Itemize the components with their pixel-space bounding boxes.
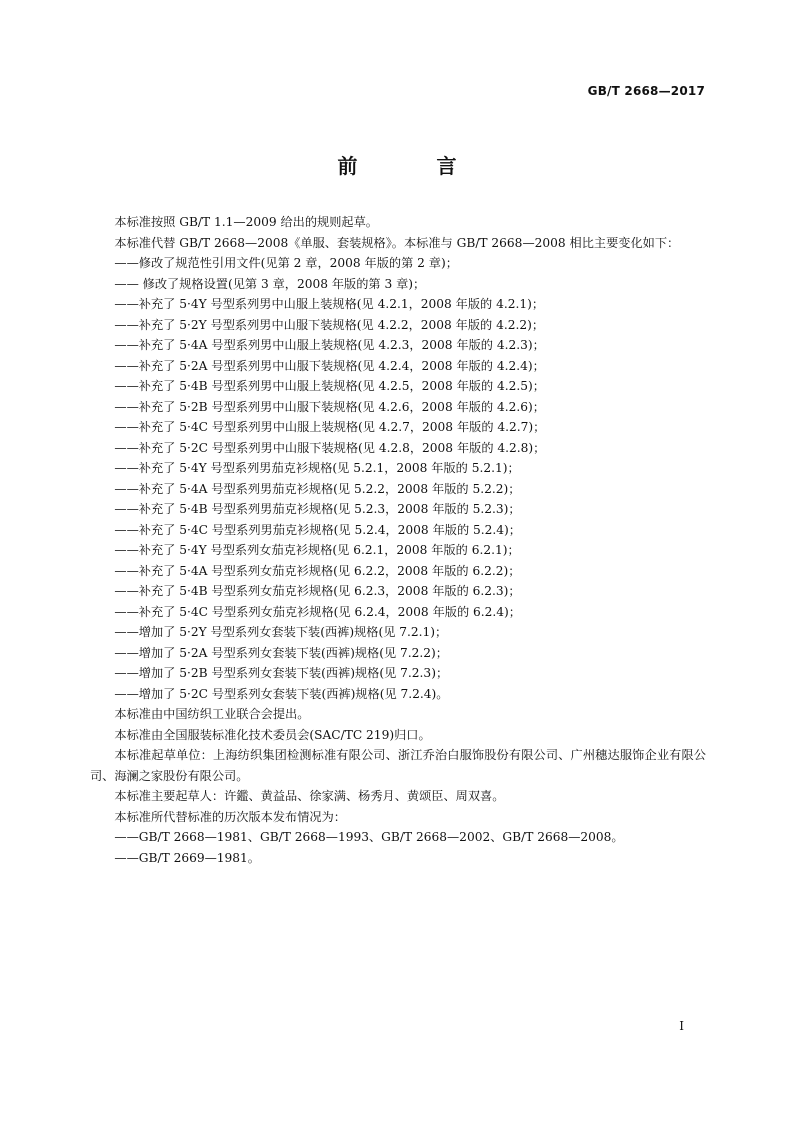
paragraph-committee: 本标准由全国服装标准化技术委员会(SAC/TC 219)归口。 (114, 727, 431, 742)
change-item: ——补充了 5·4A 号型系列女茄克衫规格(见 6.2.2，2008 年版的 6.2.2)； (114, 563, 521, 578)
standard-number: GB/T 2668—2017 (587, 84, 705, 98)
change-item: ——补充了 5·4A 号型系列男茄克衫规格(见 5.2.2，2008 年版的 5.2.2)； (114, 481, 521, 496)
page-title: 前 言 (337, 154, 493, 178)
change-item: ——补充了 5·4B 号型系列男茄克衫规格(见 5.2.3，2008 年版的 5.2.3)； (114, 502, 521, 516)
change-item: —— 修改了规格设置(见第 3 章，2008 年版的第 3 章)； (114, 276, 426, 291)
foreword-body (90, 212, 706, 868)
change-item: ——补充了 5·4C 号型系列女茄克衫规格(见 6.2.4，2008 年版的 6.2.4)； (114, 604, 521, 619)
history-list (90, 827, 706, 868)
paragraph-drafters: 本标准主要起草人：许鑑、黄益品、徐家满、杨秀月、黄颂臣、周双喜。 (114, 789, 505, 803)
change-item: ——增加了 5·2C 号型系列女套装下装(西裤)规格(见 7.2.4)。 (114, 686, 449, 701)
change-item: ——补充了 5·2Y 号型系列男中山服下装规格(见 4.2.2，2008 年版的 4.2.2)； (114, 317, 545, 332)
paragraph-proposer: 本标准由中国纺织工业联合会提出。 (114, 707, 310, 721)
change-item: ——补充了 5·4Y 号型系列男中山服上装规格(见 4.2.1，2008 年版的 4.2.1)； (114, 297, 545, 311)
history-item: ——GB/T 2669—1981。 (114, 850, 260, 865)
change-item: ——增加了 5·2Y 号型系列女套装下装(西裤)规格(见 7.2.1)； (114, 625, 448, 639)
change-item: ——补充了 5·2C 号型系列男中山服下装规格(见 4.2.8，2008 年版的 4.2.8)； (114, 440, 546, 455)
change-item: ——补充了 5·4Y 号型系列女茄克衫规格(见 6.2.1，2008 年版的 6.2.1)； (114, 543, 520, 557)
changes-list (90, 253, 706, 704)
change-item: ——补充了 5·4B 号型系列男中山服上装规格(见 4.2.5，2008 年版的 4.2.5)； (114, 379, 545, 393)
change-item: ——补充了 5·2A 号型系列男中山服下装规格(见 4.2.4，2008 年版的 4.2.4)； (114, 358, 545, 373)
change-item: ——补充了 5·4Y 号型系列男茄克衫规格(见 5.2.1，2008 年版的 5.2.1)； (114, 461, 520, 475)
paragraph-drafting-units: 本标准起草单位：上海纺织集团检测标准有限公司、浙江乔治白服饰股份有限公司、广州穗达服饰企业有限公司、海澜之家股份有限公司。 (90, 748, 706, 783)
change-item: ——补充了 5·4C 号型系列男茄克衫规格(见 5.2.4，2008 年版的 5.2.4)； (114, 522, 521, 537)
change-item: ——增加了 5·2A 号型系列女套装下装(西裤)规格(见 7.2.2)； (114, 645, 448, 660)
change-item: ——补充了 5·4B 号型系列女茄克衫规格(见 6.2.3，2008 年版的 6.2.3)； (114, 584, 521, 598)
paragraph-replaces: 本标准代替 GB/T 2668—2008《单服、套装规格》。本标准与 GB/T 2668—2008 相比主要变化如下： (114, 235, 680, 250)
history-item: ——GB/T 2668—1981、GB/T 2668—1993、GB/T 2668—2002、GB/T 2668—2008。 (114, 830, 624, 844)
change-item: ——修改了规范性引用文件(见第 2 章，2008 年版的第 2 章)； (114, 256, 458, 270)
change-item: ——补充了 5·4C 号型系列男中山服上装规格(见 4.2.7，2008 年版的 4.2.7)； (114, 420, 546, 434)
change-item: ——补充了 5·4A 号型系列男中山服上装规格(见 4.2.3，2008 年版的 4.2.3)； (114, 338, 545, 352)
change-item: ——补充了 5·2B 号型系列男中山服下装规格(见 4.2.6，2008 年版的 4.2.6)； (114, 399, 545, 414)
change-item: ——增加了 5·2B 号型系列女套装下装(西裤)规格(见 7.2.3)； (114, 666, 449, 680)
paragraph-history-intro: 本标准所代替标准的历次版本发布情况为： (114, 809, 346, 824)
page-number: I (679, 1019, 684, 1033)
paragraph-drafting-rules: 本标准按照 GB/T 1.1—2009 给出的规则起草。 (114, 215, 378, 229)
